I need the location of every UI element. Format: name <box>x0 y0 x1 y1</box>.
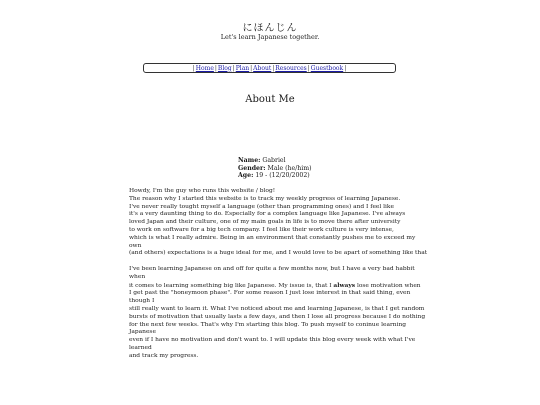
paragraph-line: it's a very daunting thing to do. Especially for a complex language like Japanese. I've always <box>129 211 406 218</box>
nav-separator: | <box>214 64 217 72</box>
profile-gender-row <box>238 165 312 173</box>
nav-separator: | <box>250 64 253 72</box>
nav-separator: | <box>272 64 275 72</box>
nav-link-blog[interactable]: Blog <box>217 64 232 72</box>
nav-link-plan[interactable]: Plan <box>235 64 250 72</box>
emphasis-text: always <box>333 281 356 289</box>
about-paragraph-1 <box>129 188 429 258</box>
profile-age-row <box>238 172 312 180</box>
nav-link-about[interactable]: About <box>253 64 272 72</box>
paragraph-line: even if I have no motivation and don't want to. I will update this blog every week with what I've learned <box>129 337 416 351</box>
profile-name-label: Name: <box>238 157 261 164</box>
profile-name-value: Gabriel <box>262 157 286 164</box>
nav-separator: | <box>192 64 195 72</box>
paragraph-line: bursts of motivation that usually lasts a few days, and then I lose all progress because I do nothing <box>129 313 426 320</box>
nav-link-home[interactable]: Home <box>195 64 214 72</box>
nav-separator: | <box>307 64 310 72</box>
paragraph-line: and track my progress. <box>129 352 199 359</box>
paragraph-line: still really want to learn it. What I've noticed about me and learning Japanese, is that I get random <box>129 305 425 312</box>
nav-link-resources[interactable]: Resources <box>275 64 307 72</box>
paragraph-line: for the next few weeks. That's why I'm starting this blog. To push myself to coninue learning Japanese <box>129 321 407 336</box>
paragraph-line: I've been learning Japanese on and off for quite a few months now, but I have a very bad habbit when <box>129 265 415 280</box>
profile-info <box>238 157 312 180</box>
site-tagline: Let's learn Japanese together. <box>220 33 320 41</box>
paragraph-line: I've never really tought myself a language (other than programming ones) and I feel like <box>129 203 394 210</box>
paragraph-line: which is what I really admire. Being in an environment that constantly pushes me to exceed my own <box>129 234 416 249</box>
paragraph-line: loved Japan and their culture, one of my main goals in life is to move there after university <box>129 219 401 226</box>
paragraph-line-part: it comes to learning something big like Japanese. My issue is, that I <box>129 282 334 289</box>
site-title: にほんじん <box>242 23 298 34</box>
profile-age-value: 19 - (12/20/2002) <box>255 172 310 180</box>
nav-separator: | <box>232 64 235 72</box>
nav-separator: | <box>344 64 347 72</box>
paragraph-line: Howdy, I'm the guy who runs this website / blog! <box>129 188 276 194</box>
about-content <box>129 188 429 368</box>
page-title: About Me <box>245 94 295 105</box>
paragraph-line: The reason why I started this website is to track my weekly progress of learning Japanese. <box>129 195 401 202</box>
profile-gender-label: Gender: <box>238 164 266 172</box>
paragraph-line: (and others) expectations is a huge ideal for me, and I would love to be apart of something like that <box>129 250 428 257</box>
profile-age-label: Age: <box>238 172 254 180</box>
nav-link-guestbook[interactable]: Guestbook <box>310 64 344 72</box>
paragraph-line: to work on software for a big tech company. I feel like their work culture is very intense, <box>129 226 394 233</box>
paragraph-line-part: lose motivation when <box>355 282 421 289</box>
profile-gender-value: Male (he/him) <box>267 164 312 172</box>
nav-bar <box>143 63 396 73</box>
about-paragraph-2 <box>129 266 429 361</box>
profile-name-row <box>238 157 312 165</box>
paragraph-line: I get past the "honeymoon phase". For some reason I just lose interest in that said thing, even though I <box>129 290 411 305</box>
